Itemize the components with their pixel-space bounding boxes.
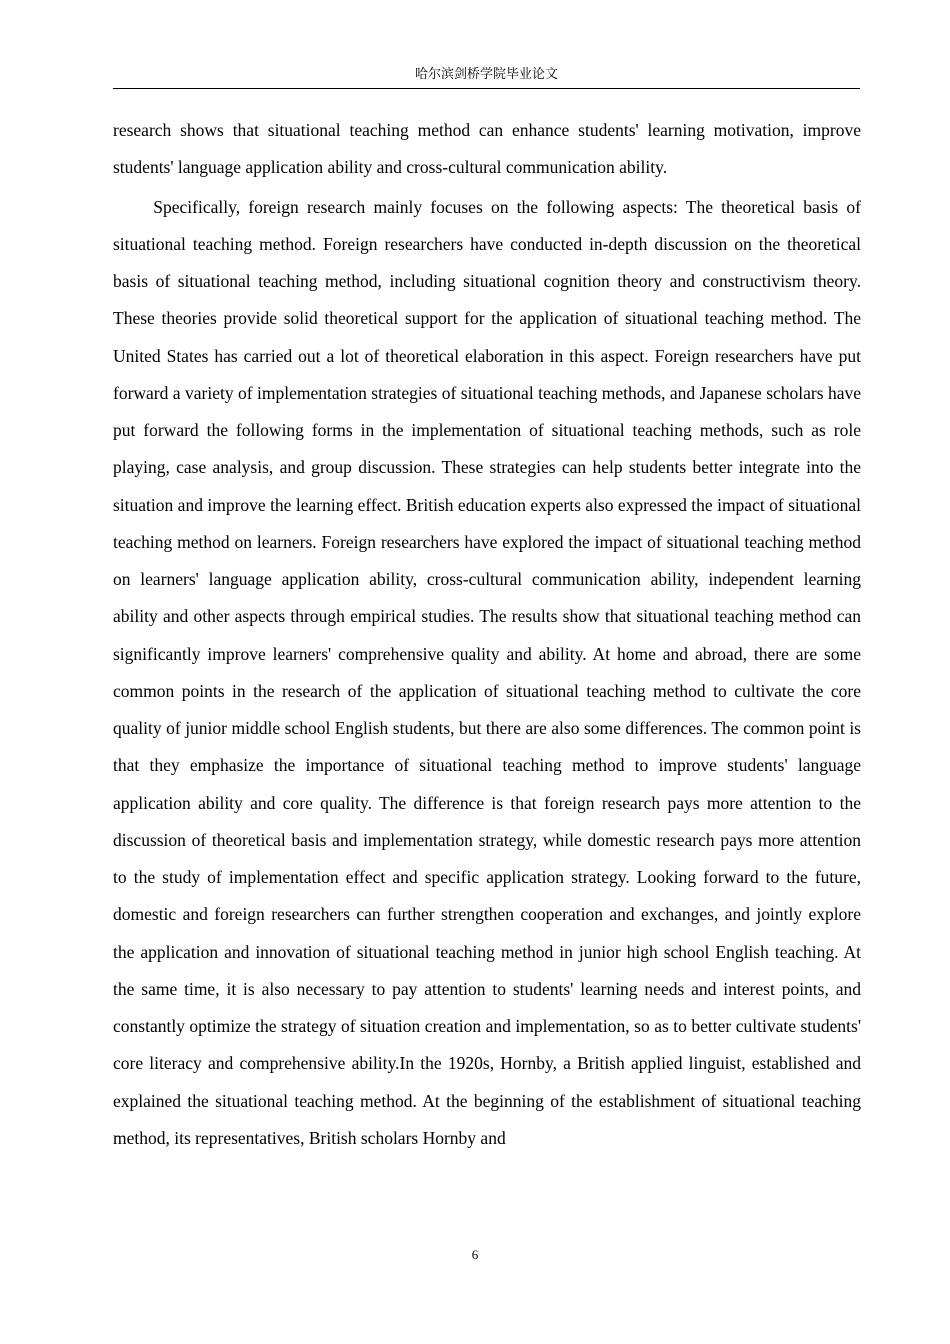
paragraph-continuation: research shows that situational teaching method can enhance students' learning motivation, improve students' language application ability and cross-cultural communication ability. bbox=[113, 120, 861, 178]
page-header bbox=[113, 66, 860, 89]
page-number: 6 bbox=[471, 1247, 479, 1262]
header-title: 哈尔滨剑桥学院毕业论文 bbox=[414, 67, 558, 82]
paragraph-foreign-research: Specifically, foreign research mainly focuses on the following aspects: The theoretical basis of situational teaching method. Foreign researchers have conducted in-depth discussion on the theoretical basis of situational teaching method, including situational cognition theory and constructivism theory. These theories provide solid theoretical support for the application of situational teaching method. The United States has carried out a lot of theoretical elaboration in this aspect. Foreign researchers have put forward a variety of implementation strategies of situational teaching methods, and Japanese scholars have put forward the following forms in the implementation of situational teaching methods, such as role playing, case analysis, and group discussion. These strategies can help students better integrate into the situation and improve the learning effect. British education experts also expressed the impact of situational teaching method on learners. Foreign researchers have explored the impact of situational teaching method on learners' language application ability, cross-cultural communication ability, independent learning ability and other aspects through empirical studies. The results show that situational teaching method can significantly improve learners' comprehensive quality and ability. At home and abroad, there are some common points in the research of the application of situational teaching method to cultivate the core quality of junior middle school English students, but there are also some differences. The common point is that they emphasize the importance of situational teaching method to improve students' language application ability and core quality. The difference is that foreign research pays more attention to the discussion of theoretical basis and implementation strategy, while domestic research pays more attention to the study of implementation effect and specific application strategy. Looking forward to the future, domestic and foreign researchers can further strengthen cooperation and exchanges, and jointly explore the application and innovation of situational teaching method in junior high school English teaching. At the same time, it is also necessary to pay attention to students' learning needs and interest points, and constantly optimize the strategy of situation creation and implementation, so as to better cultivate students' core literacy and comprehensive ability.In the 1920s, Hornby, a British applied linguist, established and explained the situational teaching method. At the beginning of the establishment of situational teaching method, its representatives, British scholars Hornby and bbox=[113, 196, 861, 1148]
body-text bbox=[113, 112, 861, 1157]
